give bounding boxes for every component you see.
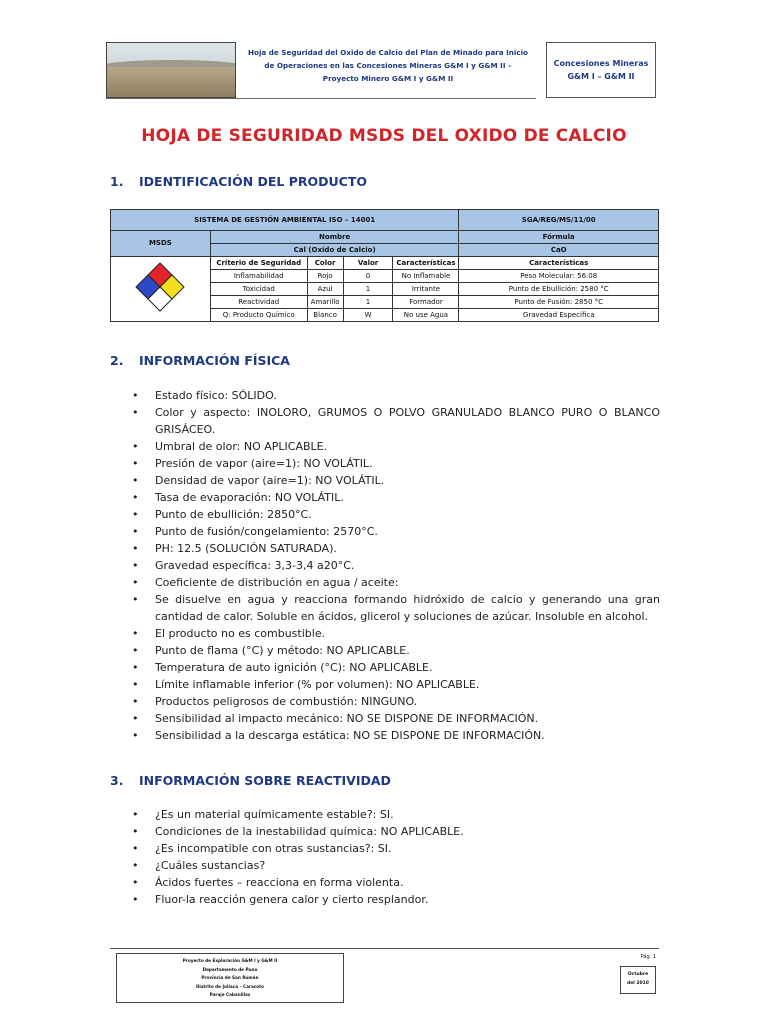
table-cell: 0: [343, 270, 393, 283]
table-cell: Punto de Ebullición: 2580 °C: [459, 283, 659, 296]
header-title-line: de Operaciones en las Concesiones Mineras G&M I y G&M II –: [264, 61, 512, 70]
table-cell: Rojo: [307, 270, 343, 283]
table-cell: Azul: [307, 283, 343, 296]
list-item: • ¿Es un material químicamente estable?: SI.: [112, 806, 660, 823]
section-title: INFORMACIÓN FÍSICA: [139, 353, 290, 368]
list-item: • El producto no es combustible.: [112, 625, 660, 642]
section-heading-reactivity: [110, 773, 391, 788]
table-cell: No use Agua: [393, 309, 459, 322]
footer-date-line: del 2010: [627, 981, 649, 986]
footer-line: Departamento de Puno: [202, 966, 258, 972]
company-line: Concesiones Mineras: [553, 59, 649, 68]
header-company-box: [546, 42, 656, 98]
footer-line: Provincia de San Román: [201, 975, 259, 981]
table-cell: 1: [343, 283, 393, 296]
header-divider: [106, 98, 536, 99]
list-item: • Gravedad específica: 3,3-3,4 a20°C.: [112, 557, 660, 574]
nfpa-diamond-cell: [111, 257, 211, 322]
section-title: IDENTIFICACIÓN DEL PRODUCTO: [139, 174, 368, 189]
table-cell: Amarillo: [307, 296, 343, 309]
list-item: • Punto de ebullición: 2850°C.: [112, 506, 660, 523]
msds-label-cell: MSDS: [111, 231, 211, 257]
section-number: 1.: [110, 174, 124, 189]
table-cell: No Inflamable: [393, 270, 459, 283]
company-line: G&M I – G&M II: [567, 72, 635, 81]
section-title: INFORMACIÓN SOBRE REACTIVIDAD: [139, 773, 391, 788]
list-item: • Sensibilidad al impacto mecánico: NO SE DISPONE DE INFORMACIÓN.: [112, 710, 660, 727]
nombre-value-cell: Cal (Oxido de Calcio): [210, 244, 459, 257]
column-header: Características: [393, 257, 459, 270]
physical-info-list: [112, 387, 660, 744]
list-item: • Umbral de olor: NO APLICABLE.: [112, 438, 660, 455]
table-cell: Gravedad Específica: [459, 309, 659, 322]
list-item: • Densidad de vapor (aire=1): NO VOLÁTIL.: [112, 472, 660, 489]
list-item: • Tasa de evaporación: NO VOLÁTIL.: [112, 489, 660, 506]
table-cell: Inflamabilidad: [210, 270, 307, 283]
list-item: • ¿Cuáles sustancias?: [112, 857, 660, 874]
footer-divider: [110, 948, 659, 949]
formula-header-cell: Fórmula: [459, 231, 659, 244]
reactivity-list: [112, 806, 660, 908]
page-number: Pág. 1: [640, 954, 656, 960]
list-item: • Límite inflamable inferior (% por volumen): NO APLICABLE.: [112, 676, 660, 693]
table-cell: W: [343, 309, 393, 322]
list-item: • Condiciones de la inestabilidad química: NO APLICABLE.: [112, 823, 660, 840]
msds-table: [110, 209, 659, 322]
list-item: • Productos peligrosos de combustión: NINGUNO.: [112, 693, 660, 710]
section-heading-identification: [110, 174, 367, 189]
header-landscape-photo: [106, 42, 236, 98]
table-cell: Reactividad: [210, 296, 307, 309]
list-item: • PH: 12.5 (SOLUCIÓN SATURADA).: [112, 540, 660, 557]
section-heading-physical: [110, 353, 290, 368]
list-item: • Se disuelve en agua y reacciona formando hidróxido de calcio y generando una gran cantidad de calor. Soluble en ácidos, glicerol y soluciones de azúcar. Insoluble en alcohol.: [112, 591, 660, 625]
nfpa-diamond-icon: [134, 261, 186, 313]
document-code-cell: SGA/REG/MS/11/00: [459, 210, 659, 231]
system-name-cell: SISTEMA DE GESTIÓN AMBIENTAL ISO – 14001: [111, 210, 459, 231]
footer-project-box: [116, 953, 344, 1003]
column-header: Color: [307, 257, 343, 270]
list-item: • Coeficiente de distribución en agua / aceite:: [112, 574, 660, 591]
list-item: • Presión de vapor (aire=1): NO VOLÁTIL.: [112, 455, 660, 472]
list-item: • ¿Es incompatible con otras sustancias?: SI.: [112, 840, 660, 857]
list-item: • Sensibilidad a la descarga estática: NO SE DISPONE DE INFORMACIÓN.: [112, 727, 660, 744]
table-cell: Peso Molecular: 56.08: [459, 270, 659, 283]
formula-value-cell: CaO: [459, 244, 659, 257]
list-item: • Temperatura de auto ignición (°C): NO APLICABLE.: [112, 659, 660, 676]
list-item: • Estado físico: SÓLIDO.: [112, 387, 660, 404]
table-cell: Irritante: [393, 283, 459, 296]
section-number: 3.: [110, 773, 124, 788]
table-cell: Formador: [393, 296, 459, 309]
footer-line: Distrito de Juliaca – Caracoto: [195, 983, 265, 989]
nombre-header-cell: Nombre: [210, 231, 459, 244]
list-item: • Ácidos fuertes – reacciona en forma violenta.: [112, 874, 660, 891]
list-item: • Fluor-la reacción genera calor y cierto resplandor.: [112, 891, 660, 908]
header-title-line: Hoja de Seguridad del Oxido de Calcio del Plan de Minado para Inicio: [248, 48, 528, 57]
header-title-line: Proyecto Minero G&M I y G&M II: [322, 74, 454, 83]
footer-date-box: [620, 966, 656, 994]
column-header: Valor: [343, 257, 393, 270]
header-title: [244, 46, 532, 85]
footer-line: Proyecto de Exploración G&M I y G&M II: [182, 958, 278, 963]
list-item: • Color y aspecto: INOLORO, GRUMOS O POLVO GRANULADO BLANCO PURO O BLANCO GRISÁCEO.: [112, 404, 660, 438]
table-cell: 1: [343, 296, 393, 309]
document-title: HOJA DE SEGURIDAD MSDS DEL OXIDO DE CALCIO: [141, 126, 627, 146]
column-header: Características: [459, 257, 659, 270]
section-number: 2.: [110, 353, 124, 368]
table-cell: Blanco: [307, 309, 343, 322]
footer-date-line: Octubre: [627, 972, 649, 977]
table-cell: Q: Producto Químico: [210, 309, 307, 322]
table-cell: Punto de Fusión: 2850 °C: [459, 296, 659, 309]
footer-line: Paraje Cabanillas: [209, 992, 251, 998]
list-item: • Punto de flama (°C) y método: NO APLICABLE.: [112, 642, 660, 659]
table-cell: Toxicidad: [210, 283, 307, 296]
list-item: • Punto de fusión/congelamiento: 2570°C.: [112, 523, 660, 540]
column-header: Criterio de Seguridad: [210, 257, 307, 270]
